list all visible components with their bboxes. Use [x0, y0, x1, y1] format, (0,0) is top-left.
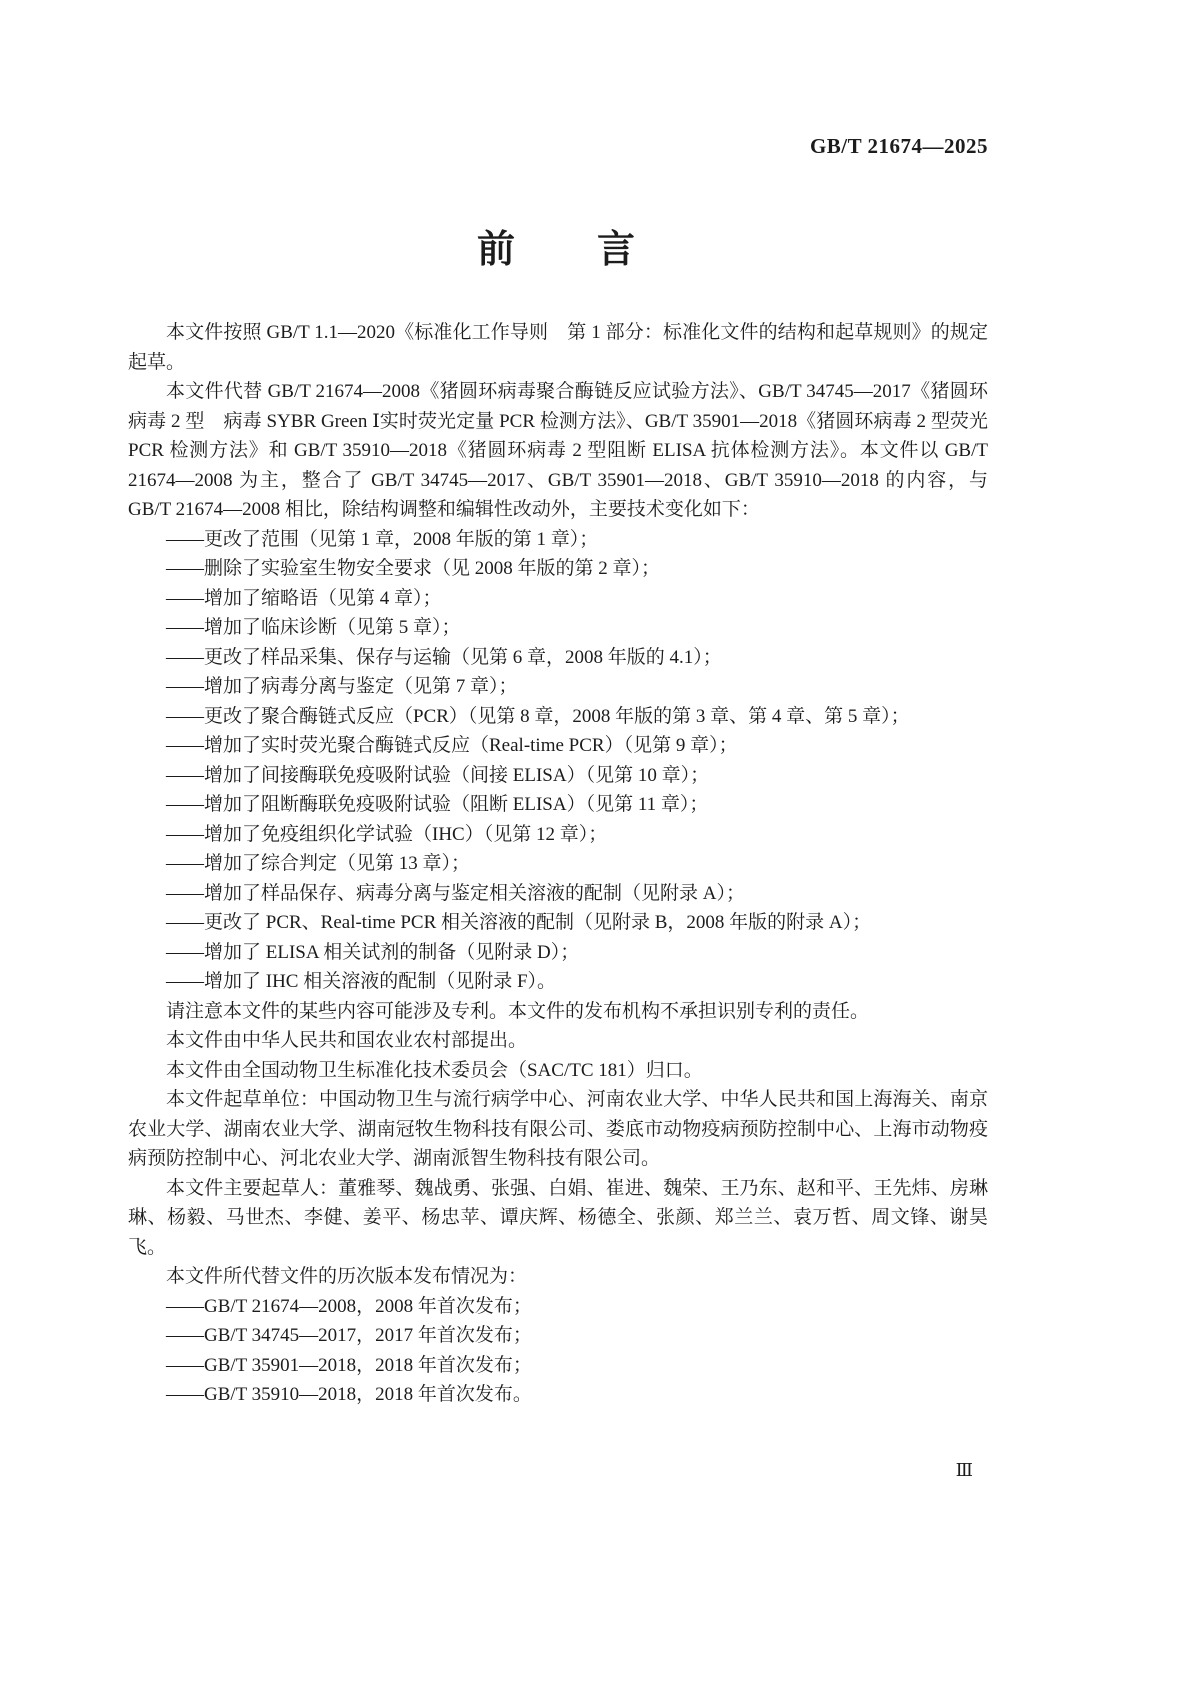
change-list-item: ——更改了聚合酶链式反应（PCR）（见第 8 章，2008 年版的第 3 章、第 4 章、第 5 章）；: [166, 705, 910, 727]
change-list-item: ——增加了病毒分离与鉴定（见第 7 章）；: [166, 676, 518, 697]
change-list-item: ——更改了样品采集、保存与运输（见第 6 章，2008 年版的 4.1）；: [166, 646, 722, 668]
standard-number: GB/T 21674—2025: [809, 134, 988, 158]
change-list-item: ——增加了阻断酶联免疫吸附试验（阻断 ELISA）（见第 11 章）；: [166, 794, 709, 815]
body-paragraph: 本文件代替 GB/T 21674—2008《猪圆环病毒聚合酶链反应试验方法》、GB/T 34745—2017《猪圆环病毒 2 型 病毒 SYBR Green Ⅰ实时荧光定量 PCR 检测方法》、GB/T 35901—2018《猪圆环病毒 2 型荧光 PCR 检测方法》和 GB/T 35910—2018《猪圆环病毒 2 型阻断 ELISA 抗体检测方法》。本文件以 GB/T 21674—2008 为主，整合了 GB/T 34745—2017、GB/T 35901—2018、GB/T 35910—2018 的内容，与 GB/T 21674—2008 相比，除结构调整和编辑性改动外，主要技术变化如下：: [128, 381, 988, 520]
body-paragraph: 请注意本文件的某些内容可能涉及专利。本文件的发布机构不承担识别专利的责任。: [166, 1000, 870, 1022]
body-paragraph: 本文件起草单位：中国动物卫生与流行病学中心、河南农业大学、中华人民共和国上海海关、南京农业大学、湖南农业大学、湖南冠牧生物科技有限公司、娄底市动物疫病预防控制中心、上海市动物疫病预防控制中心、河北农业大学、湖南派智生物科技有限公司。: [128, 1089, 988, 1169]
change-list-item: ——删除了实验室生物安全要求（见 2008 年版的第 2 章）；: [166, 558, 661, 579]
change-list-item: ——增加了样品保存、病毒分离与鉴定相关溶液的配制（见附录 A）；: [166, 882, 745, 904]
change-list-item: ——增加了缩略语（见第 4 章）；: [166, 587, 442, 609]
change-list-item: ——增加了 IHC 相关溶液的配制（见附录 F）。: [166, 971, 557, 992]
change-list-item: ——增加了免疫组织化学试验（IHC）（见第 12 章）；: [166, 823, 608, 845]
change-list-item: ——增加了 ELISA 相关试剂的制备（见附录 D）；: [166, 941, 580, 963]
page-number: Ⅲ: [955, 1460, 973, 1480]
body-paragraph: 本文件由全国动物卫生标准化技术委员会（SAC/TC 181）归口。: [166, 1059, 703, 1081]
change-list-item: ——增加了综合判定（见第 13 章）；: [166, 853, 471, 874]
change-list-item: ——更改了 PCR、Real-time PCR 相关溶液的配制（见附录 B，2008 年版的附录 A）；: [166, 912, 872, 933]
foreword-title: 前 言: [476, 229, 637, 271]
body-paragraph: 本文件所代替文件的历次版本发布情况为：: [166, 1266, 528, 1287]
change-list-item: ——增加了间接酶联免疫吸附试验（间接 ELISA）（见第 10 章）；: [166, 764, 710, 786]
change-list-item: ——GB/T 34745—2017，2017 年首次发布；: [166, 1325, 532, 1346]
change-list-item: ——增加了临床诊断（见第 5 章）；: [166, 617, 461, 638]
change-list-item: ——GB/T 21674—2008，2008 年首次发布；: [166, 1295, 532, 1317]
change-list-item: ——GB/T 35901—2018，2018 年首次发布；: [166, 1354, 532, 1376]
body-paragraph: 本文件按照 GB/T 1.1—2020《标准化工作导则 第 1 部分：标准化文件的结构和起草规则》的规定起草。: [128, 322, 988, 373]
body-paragraph: 本文件由中华人民共和国农业农村部提出。: [166, 1030, 528, 1051]
body-paragraph: 本文件主要起草人：董雅琴、魏战勇、张强、白娟、崔进、魏荣、王乃东、赵和平、王先炜、房琳琳、杨毅、马世杰、李健、姜平、杨忠苹、谭庆辉、杨德全、张颜、郑兰兰、袁万哲、周文锋、谢昊飞。: [128, 1177, 988, 1258]
document-body: [128, 318, 988, 1410]
change-list-item: ——增加了实时荧光聚合酶链式反应（Real-time PCR）（见第 9 章）；: [166, 735, 738, 756]
change-list-item: ——更改了范围（见第 1 章，2008 年版的第 1 章）；: [166, 528, 599, 550]
change-list-item: ——GB/T 35910—2018，2018 年首次发布。: [166, 1384, 532, 1405]
